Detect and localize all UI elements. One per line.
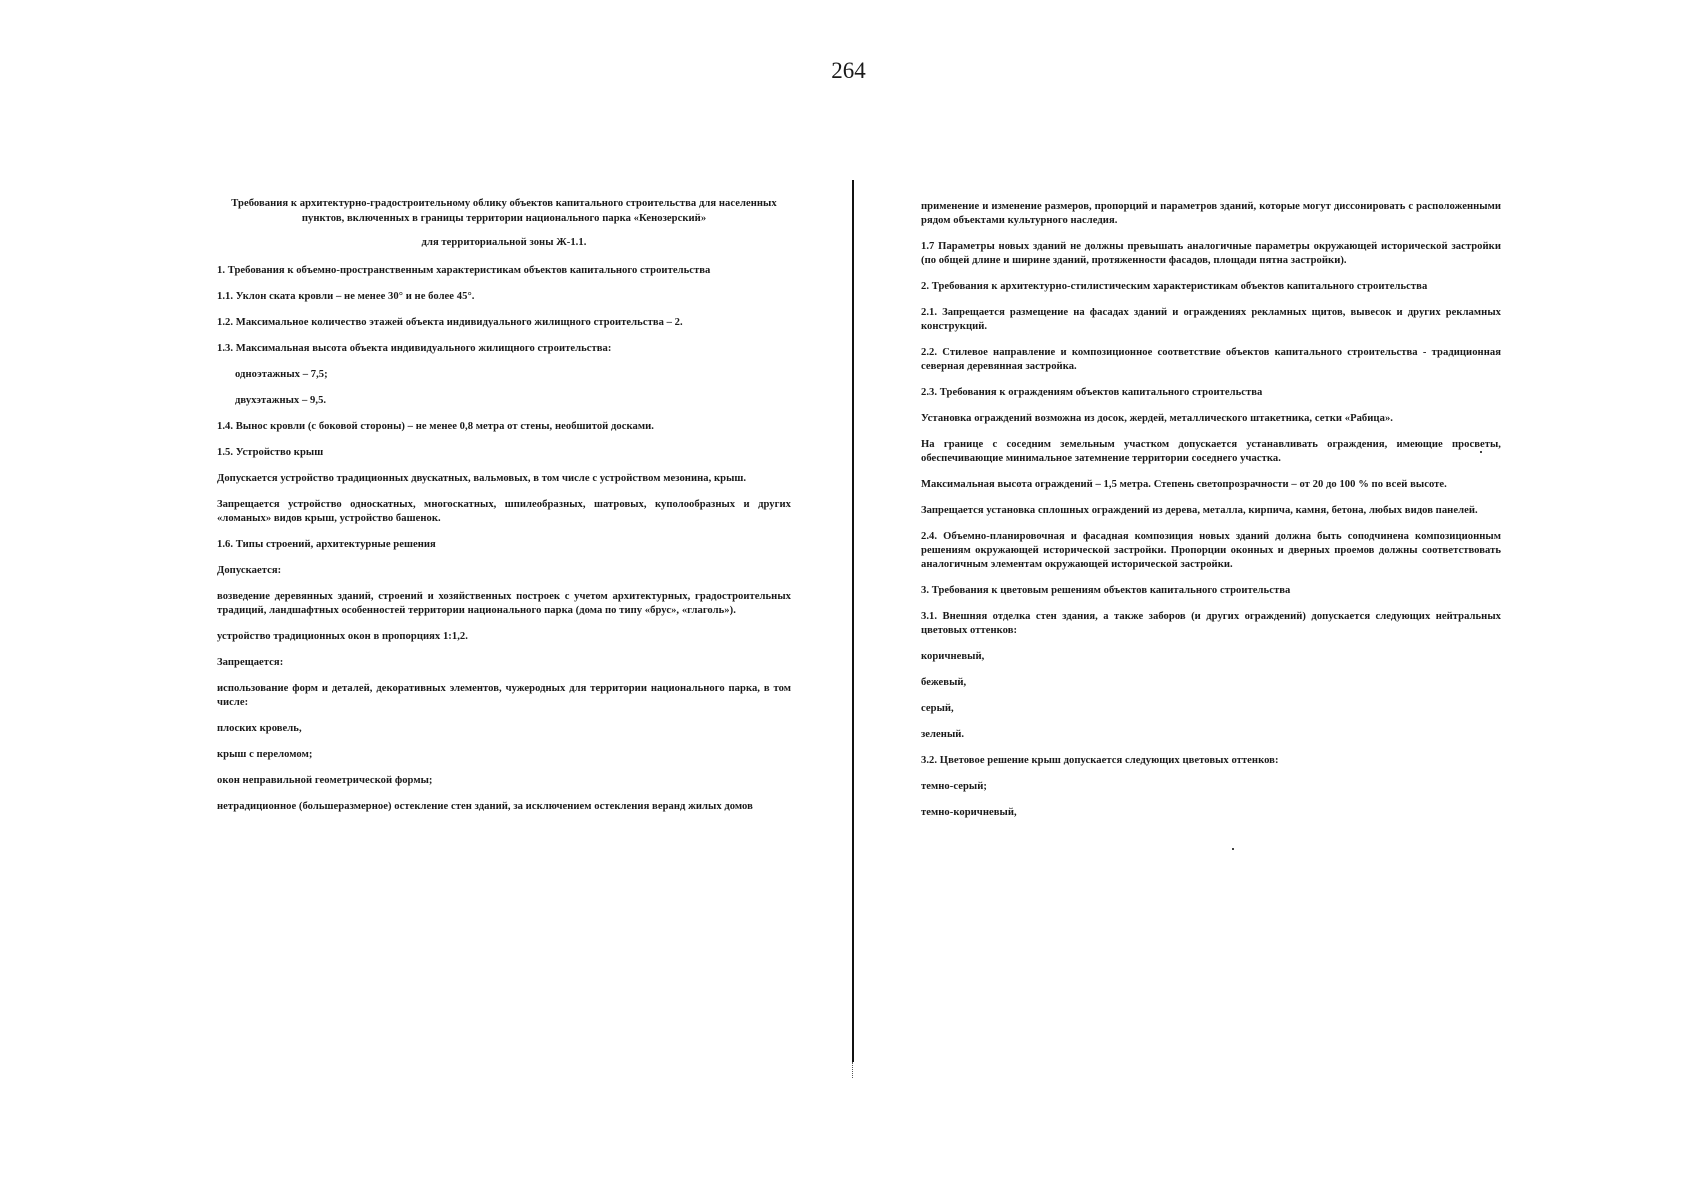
list-item: темно-серый; [921, 781, 987, 792]
zone-subtitle: для территориальной зоны Ж-1.1. [421, 237, 587, 248]
scan-speck [1232, 848, 1234, 850]
column-divider-tail [852, 1062, 854, 1078]
paragraph: 2.2. Стилевое направление и композиционное соответствие объектов капитального строительства - традиционная северная деревянная застройка. [921, 347, 1501, 372]
paragraph: применение и изменение размеров, пропорций и параметров зданий, которые могут диссонировать с расположенными рядом объектами культурного наследия. [921, 201, 1501, 226]
paragraph: 2.4. Объемно-планировочная и фасадная композиция новых зданий должна быть соподчинена композиционным решениям окружающей исторической застройки. Пропорции оконных и дверных проемов должны соответствовать аналогичным элементам окружающей исторической застройки. [921, 531, 1501, 570]
paragraph: Запрещается: [217, 657, 284, 668]
paragraph: Запрещается устройство односкатных, многоскатных, шпилеобразных, шатровых, куполообразных и других «ломаных» видов крыш, устройство башенок. [217, 499, 791, 524]
paragraph: 3.1. Внешняя отделка стен здания, а также заборов (и других ограждений) допускается следующих нейтральных цветовых оттенков: [921, 611, 1501, 636]
paragraph: 1.6. Типы строений, архитектурные решения [217, 539, 436, 550]
list-item: зеленый. [921, 729, 965, 740]
paragraph: 1.5. Устройство крыш [217, 447, 324, 458]
paragraph: Запрещается установка сплошных ограждений из дерева, металла, кирпича, камня, бетона, любых видов панелей. [921, 505, 1478, 516]
right-column [921, 200, 1501, 832]
list-item: нетрадиционное (большеразмерное) остекление стен зданий, за исключением остекления веранд жилых домов [217, 801, 753, 812]
list-item: двухэтажных – 9,5. [235, 395, 327, 406]
scan-speck [1480, 451, 1482, 453]
list-item: плоских кровель, [217, 723, 302, 734]
left-column [217, 196, 791, 826]
list-item: серый, [921, 703, 954, 714]
paragraph: 1.1. Уклон ската кровли – не менее 30° и не более 45°. [217, 291, 475, 302]
list-item: темно-коричневый, [921, 807, 1017, 818]
list-item: окон неправильной геометрической формы; [217, 775, 433, 786]
list-item: крыш с переломом; [217, 749, 313, 760]
section-heading: 1. Требования к объемно-пространственным характеристикам объектов капитального строительства [217, 265, 711, 276]
paragraph: использование форм и деталей, декоративных элементов, чужеродных для территории национального парка, в том числе: [217, 683, 791, 708]
paragraph: 1.2. Максимальное количество этажей объекта индивидуального жилищного строительства – 2. [217, 317, 683, 328]
paragraph: устройство традиционных окон в пропорциях 1:1,2. [217, 631, 468, 642]
paragraph: 1.4. Вынос кровли (с боковой стороны) – не менее 0,8 метра от стены, необшитой досками. [217, 421, 654, 432]
document-title: Требования к архитектурно-градостроительному облику объектов капитального строительства для населенных пунктов, включенных в границы территории национального парка «Кенозерский» [231, 198, 777, 224]
paragraph: 1.3. Максимальная высота объекта индивидуального жилищного строительства: [217, 343, 612, 354]
paragraph: На границе с соседним земельным участком допускается устанавливать ограждения, имеющие просветы, обеспечивающие минимальное затемнение территории соседнего участка. [921, 439, 1501, 464]
paragraph: Допускается: [217, 565, 282, 576]
paragraph: 2.1. Запрещается размещение на фасадах зданий и ограждениях рекламных щитов, вывесок и других рекламных конструкций. [921, 307, 1501, 332]
list-item: одноэтажных – 7,5; [235, 369, 328, 380]
section-heading: 2. Требования к архитектурно-стилистическим характеристикам объектов капитального строительства [921, 281, 1428, 292]
list-item: бежевый, [921, 677, 967, 688]
paragraph: 1.7 Параметры новых зданий не должны превышать аналогичные параметры окружающей исторической застройки (по общей длине и ширине зданий, протяженности фасадов, площади пятна застройки). [921, 241, 1501, 266]
section-heading: 3. Требования к цветовым решениям объектов капитального строительства [921, 585, 1291, 596]
paragraph: Установка ограждений возможна из досок, жердей, металлического штакетника, сетки «Рабица». [921, 413, 1393, 424]
list-item: коричневый, [921, 651, 985, 662]
paragraph: Допускается устройство традиционных двускатных, вальмовых, в том числе с устройством мезонина, крыш. [217, 473, 747, 484]
paragraph: 3.2. Цветовое решение крыш допускается следующих цветовых оттенков: [921, 755, 1279, 766]
column-divider [852, 180, 854, 1062]
page-number: 264 [831, 58, 866, 83]
paragraph: 2.3. Требования к ограждениям объектов капитального строительства [921, 387, 1263, 398]
paragraph: возведение деревянных зданий, строений и хозяйственных построек с учетом архитектурных, градостроительных традиций, ландшафтных особенностей территории национального парка (дома по типу «брус», «глаголь»). [217, 591, 791, 616]
paragraph: Максимальная высота ограждений – 1,5 метра. Степень светопрозрачности – от 20 до 100 % по всей высоте. [921, 479, 1447, 490]
